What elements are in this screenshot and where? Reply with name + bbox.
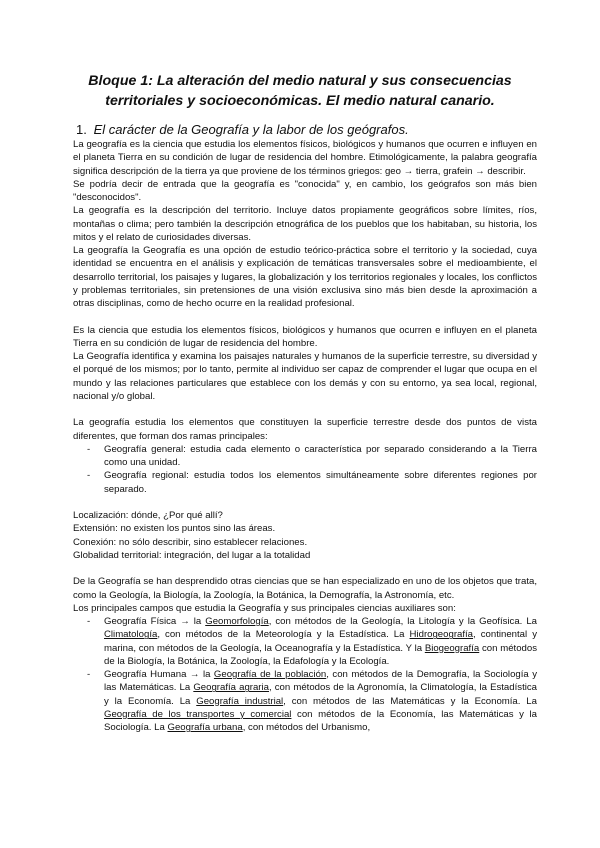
concept-line: Globalidad territorial: integración, del lugar a la totalidad	[73, 549, 311, 561]
link-geografia-poblacion[interactable]: Geografía de la población	[213, 669, 327, 680]
paragraph: La geografía es la descripción del territorio. Incluye datos propiamente geográficos sobre límites, ríos, montañas o clima; pero también la descripción etnográfica de los pueblos que los habitaban, su historia, los mitos y el relato de curiosidades diversas.	[73, 205, 537, 243]
paragraph: La geografía estudia los elementos que constituyen la superficie terrestre desde dos puntos de vista diferentes, que forman dos ramas principales:	[73, 417, 537, 442]
text-run: , con métodos de las Matemáticas y la Economía. La	[283, 695, 537, 707]
fisica-text	[104, 616, 537, 667]
text-run: , con métodos de la Agronomía, la Climatología, la Estadística y la Economía. La	[104, 682, 537, 707]
list-item-text: Geografía general: estudia cada elemento o característica por separado considerando a la Tierra como una unidad.	[104, 443, 537, 468]
link-geografia-urbana[interactable]: Geografía urbana	[167, 722, 243, 733]
text-run: con métodos de la Economía, las Matemáticas y la Sociología. La	[104, 708, 537, 733]
bullet-dash: -	[87, 443, 91, 455]
text-run: , con métodos de la Demografía, la Sociología y las Matemáticas. La	[104, 669, 538, 694]
text-run: , con métodos de la Meteorología y la Estadística. La	[157, 629, 410, 641]
link-climatologia[interactable]: Climatología	[104, 629, 158, 641]
bullet-dash: -	[87, 470, 91, 482]
document-body	[73, 138, 537, 734]
link-geografia-transportes[interactable]: Geografía de los transportes y comercial	[104, 708, 292, 720]
list-item	[87, 469, 537, 496]
concept-line: Conexión: no sólo describir, sino establecer relaciones.	[73, 536, 308, 548]
fields-list	[87, 615, 537, 734]
section-title: El carácter de la Geografía y la labor de los geógrafos.	[93, 122, 409, 137]
paragraph: Los principales campos que estudia la Geografía y sus principales ciencias auxiliares son:	[73, 602, 456, 614]
paragraph: De la Geografía se han desprendido otras ciencias que se han especializado en uno de los objetos que trata, como la Geología, la Biología, la Zoología, la Botánica, la Demografía, la Astronomía, etc.	[73, 576, 538, 601]
text-run: Geografía Humana → la	[104, 669, 214, 680]
section-number: 1.	[76, 122, 87, 137]
paragraph: La geografía la Geografía es una opción de estudio teórico-práctica sobre el territorio y la sociedad, cuya identidad se encuentra en el análisis y explicación de temáticas transversales sobre el medioambiente, el desarrollo territorial, los paisajes y lugares, la globalización y los territorios regionales y locales, los conflictos y problemas territoriales, sin pretensiones de una visión exclusiva sino más bien desde la aproximación a otras disciplinas, como de hecho ocurre en la realidad profesional.	[73, 245, 537, 309]
bullet-dash: -	[87, 669, 91, 680]
branches-list	[87, 443, 537, 496]
text-run: , continental y marina, con métodos de la Geología, la Oceanografía y la Estadística. Y la	[104, 629, 538, 654]
list-item	[87, 668, 537, 734]
concept-line: Localización: dónde, ¿Por qué allí?	[73, 510, 223, 521]
list-item	[87, 443, 537, 470]
paragraph: La Geografía identifica y examina los paisajes naturales y humanos de la superficie terrestre, su diversidad y el porqué de los mismos; por lo tanto, permite al individuo ser capaz de comprender el lugar que ocupa en el mundo y las relaciones particulares que establece con los demás y con su entorno, ya sea local, regional, nacional y/o global.	[73, 351, 537, 402]
link-geomorfologia[interactable]: Geomorfología	[205, 616, 269, 627]
document-title: Bloque 1: La alteración del medio natural y sus consecuencias territoriales y socioeconómicas. El medio natural canario.	[88, 73, 512, 109]
paragraph: Es la ciencia que estudia los elementos físicos, biológicos y humanos que ocurren e influyen en el planeta Tierra en su condición de lugar de residencia del hombre.	[73, 324, 537, 349]
paragraph: La geografía es la ciencia que estudia los elementos físicos, biológicos y humanos que ocurren e influyen en el planeta Tierra en su condición de lugar de residencia del hombre. Etimológicamente, la palabra geografía significa descripción de la tierra ya que proviene de los términos griegos: geo → tierra, grafein → describir.	[73, 139, 537, 177]
text-run: , con métodos del Urbanismo,	[242, 722, 371, 733]
paragraph: Se podría decir de entrada que la geografía es "conocida" y, en cambio, los geógrafos son más bien "desconocidos".	[73, 178, 537, 203]
link-hidrogeografia[interactable]: Hidrogeografía	[409, 629, 474, 641]
list-item	[87, 615, 537, 668]
link-biogeografia[interactable]: Biogeografía	[424, 642, 480, 654]
bullet-dash: -	[87, 616, 91, 627]
list-item-text: Geografía regional: estudia todos los elementos simultáneamente sobre diferentes regiones por separado.	[104, 470, 537, 495]
text-run: , con métodos de la Geología, la Litología y la Geofísica. La	[268, 616, 537, 627]
link-geografia-agraria[interactable]: Geografía agraria	[193, 682, 269, 694]
humana-text	[104, 669, 537, 733]
concept-line: Extensión: no existen los puntos sino las áreas.	[73, 523, 276, 535]
section-heading	[76, 122, 409, 138]
text-run: con métodos de la Biología, la Botánica, la Zoología, la Edafología y la Ecología.	[104, 642, 537, 667]
link-geografia-industrial[interactable]: Geografía industrial	[196, 695, 284, 707]
text-run: Geografía Física → la	[104, 616, 206, 627]
